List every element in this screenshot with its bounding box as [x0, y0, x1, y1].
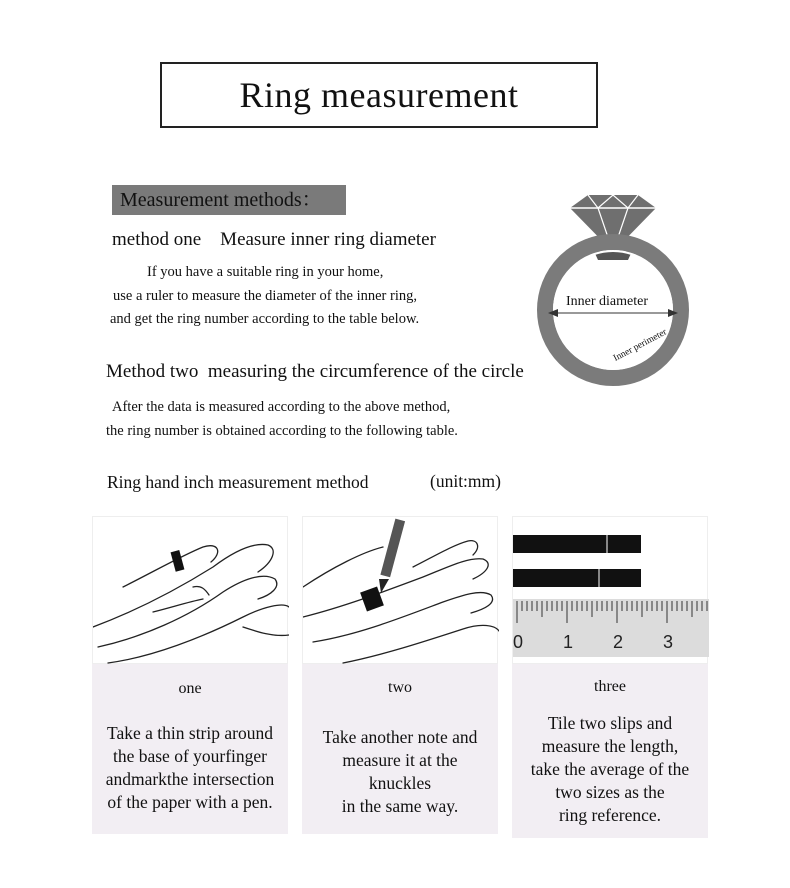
unit-label: (unit:mm) [430, 471, 501, 491]
ruler-image [512, 516, 708, 664]
card-three-line: two sizes as the [555, 782, 665, 802]
ruler-icon [513, 517, 709, 665]
card-two-text [302, 726, 498, 818]
method-one-line-1: If you have a suitable ring in your home, [147, 264, 384, 280]
pen-icon [379, 519, 405, 593]
hand-pen-icon [303, 517, 499, 665]
card-three-line: take the average of the [530, 759, 690, 779]
ring-diagram [528, 190, 698, 390]
hand-inch-heading: Ring hand inch measurement method [107, 472, 369, 492]
card-one-title: one [178, 680, 202, 697]
card-two-line: measure it at the [342, 750, 458, 770]
ruler-tick-2: 2 [613, 632, 624, 652]
method-one-line-2: use a ruler to measure the diameter of the inner ring, [113, 288, 417, 304]
inner-diameter-label: Inner diameter [566, 294, 649, 309]
ruler-tick-3: 3 [663, 632, 674, 652]
methods-label: Measurement methods： [112, 185, 346, 215]
card-two-title: two [388, 679, 412, 696]
card-three-line: Tile two slips and [547, 713, 673, 733]
card-three-text [512, 712, 708, 827]
card-three [512, 664, 708, 838]
card-two-line: Take another note and [322, 727, 478, 747]
method-two-heading: Method two measuring the circumference of the circle [106, 361, 524, 382]
page-title: Ring measurement [160, 62, 598, 128]
card-two [302, 664, 498, 834]
card-one-line: the base of yourfinger [112, 746, 268, 766]
card-two-line: in the same way. [341, 796, 459, 816]
method-one-heading: method one Measure inner ring diameter [112, 229, 436, 250]
inner-perimeter-label: Inner perimeter [612, 327, 669, 364]
card-one-line: andmarkthe intersection [105, 769, 275, 789]
method-two-line-2: the ring number is obtained according to the following table. [106, 423, 458, 439]
card-one-text [88, 722, 292, 814]
card-two-line: knuckles [368, 773, 432, 793]
method-two-line-1: After the data is measured according to the above method, [112, 399, 451, 415]
card-three-title: three [594, 678, 626, 695]
hand-image-one [92, 516, 288, 664]
hand-image-two [302, 516, 498, 664]
method-one-line-3: and get the ring number according to the table below. [110, 311, 420, 327]
card-three-line: measure the length, [541, 736, 679, 756]
card-one-line: of the paper with a pen. [107, 792, 273, 812]
ruler-tick-0: 0 [513, 632, 524, 652]
ruler-tick-1: 1 [563, 632, 574, 652]
hand-strip-icon [93, 517, 289, 665]
card-three-line: ring reference. [558, 805, 661, 825]
card-one-line: Take a thin strip around [107, 723, 273, 743]
card-one [92, 664, 288, 834]
